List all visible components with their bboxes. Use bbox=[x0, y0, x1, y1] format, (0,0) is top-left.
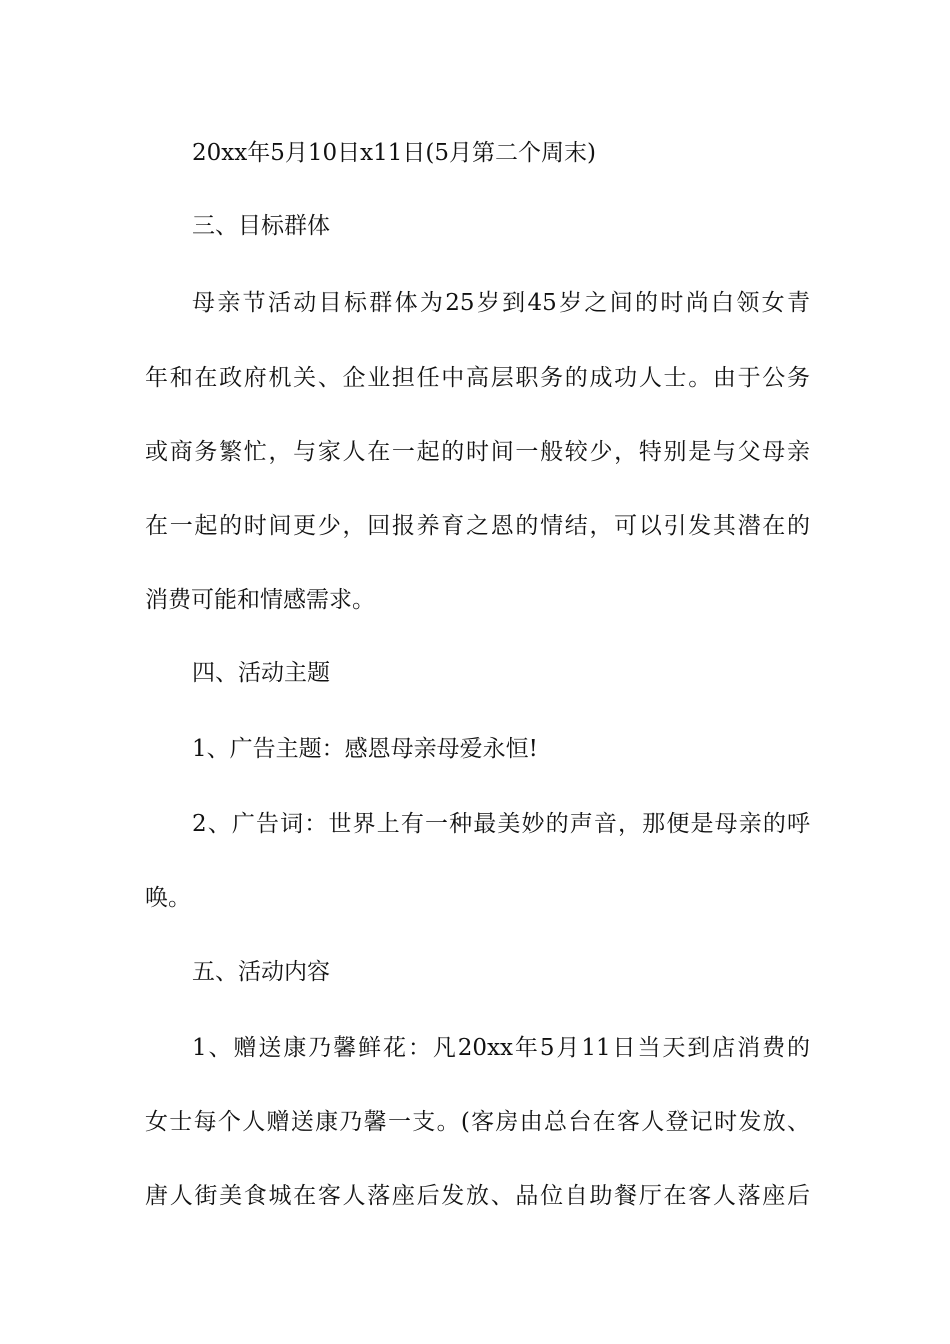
section-3-heading: 三、目标群体 bbox=[192, 213, 330, 239]
section-5-item-1-line: 唐人街美食城在客人落座后发放、品位自助餐厅在客人落座后 bbox=[145, 1183, 810, 1209]
section-3-paragraph-line: 母亲节活动目标群体为25岁到45岁之间的时尚白领女青 bbox=[192, 290, 810, 316]
section-3-paragraph-line: 消费可能和情感需求。 bbox=[145, 587, 375, 613]
date-line: 20xx年5月10日x11日(5月第二个周末) bbox=[192, 140, 596, 166]
section-5-heading: 五、活动内容 bbox=[192, 959, 330, 985]
section-3-paragraph-line: 年和在政府机关、企业担任中高层职务的成功人士。由于公务 bbox=[145, 365, 810, 391]
section-4-item-2-line: 唤。 bbox=[145, 885, 191, 911]
section-4-item-2-line: 2、广告词：世界上有一种最美妙的声音，那便是母亲的呼 bbox=[192, 811, 810, 837]
section-4-heading: 四、活动主题 bbox=[192, 660, 330, 686]
section-4-item-1: 1、广告主题：感恩母亲母爱永恒! bbox=[192, 736, 538, 762]
section-5-item-1-line: 女士每个人赠送康乃馨一支。(客房由总台在客人登记时发放、 bbox=[145, 1109, 810, 1135]
section-5-item-1-line: 1、赠送康乃馨鲜花：凡20xx年5月11日当天到店消费的 bbox=[192, 1035, 810, 1061]
section-3-paragraph-line: 在一起的时间更少，回报养育之恩的情结，可以引发其潜在的 bbox=[145, 513, 810, 539]
section-3-paragraph-line: 或商务繁忙，与家人在一起的时间一般较少，特别是与父母亲 bbox=[145, 439, 810, 465]
